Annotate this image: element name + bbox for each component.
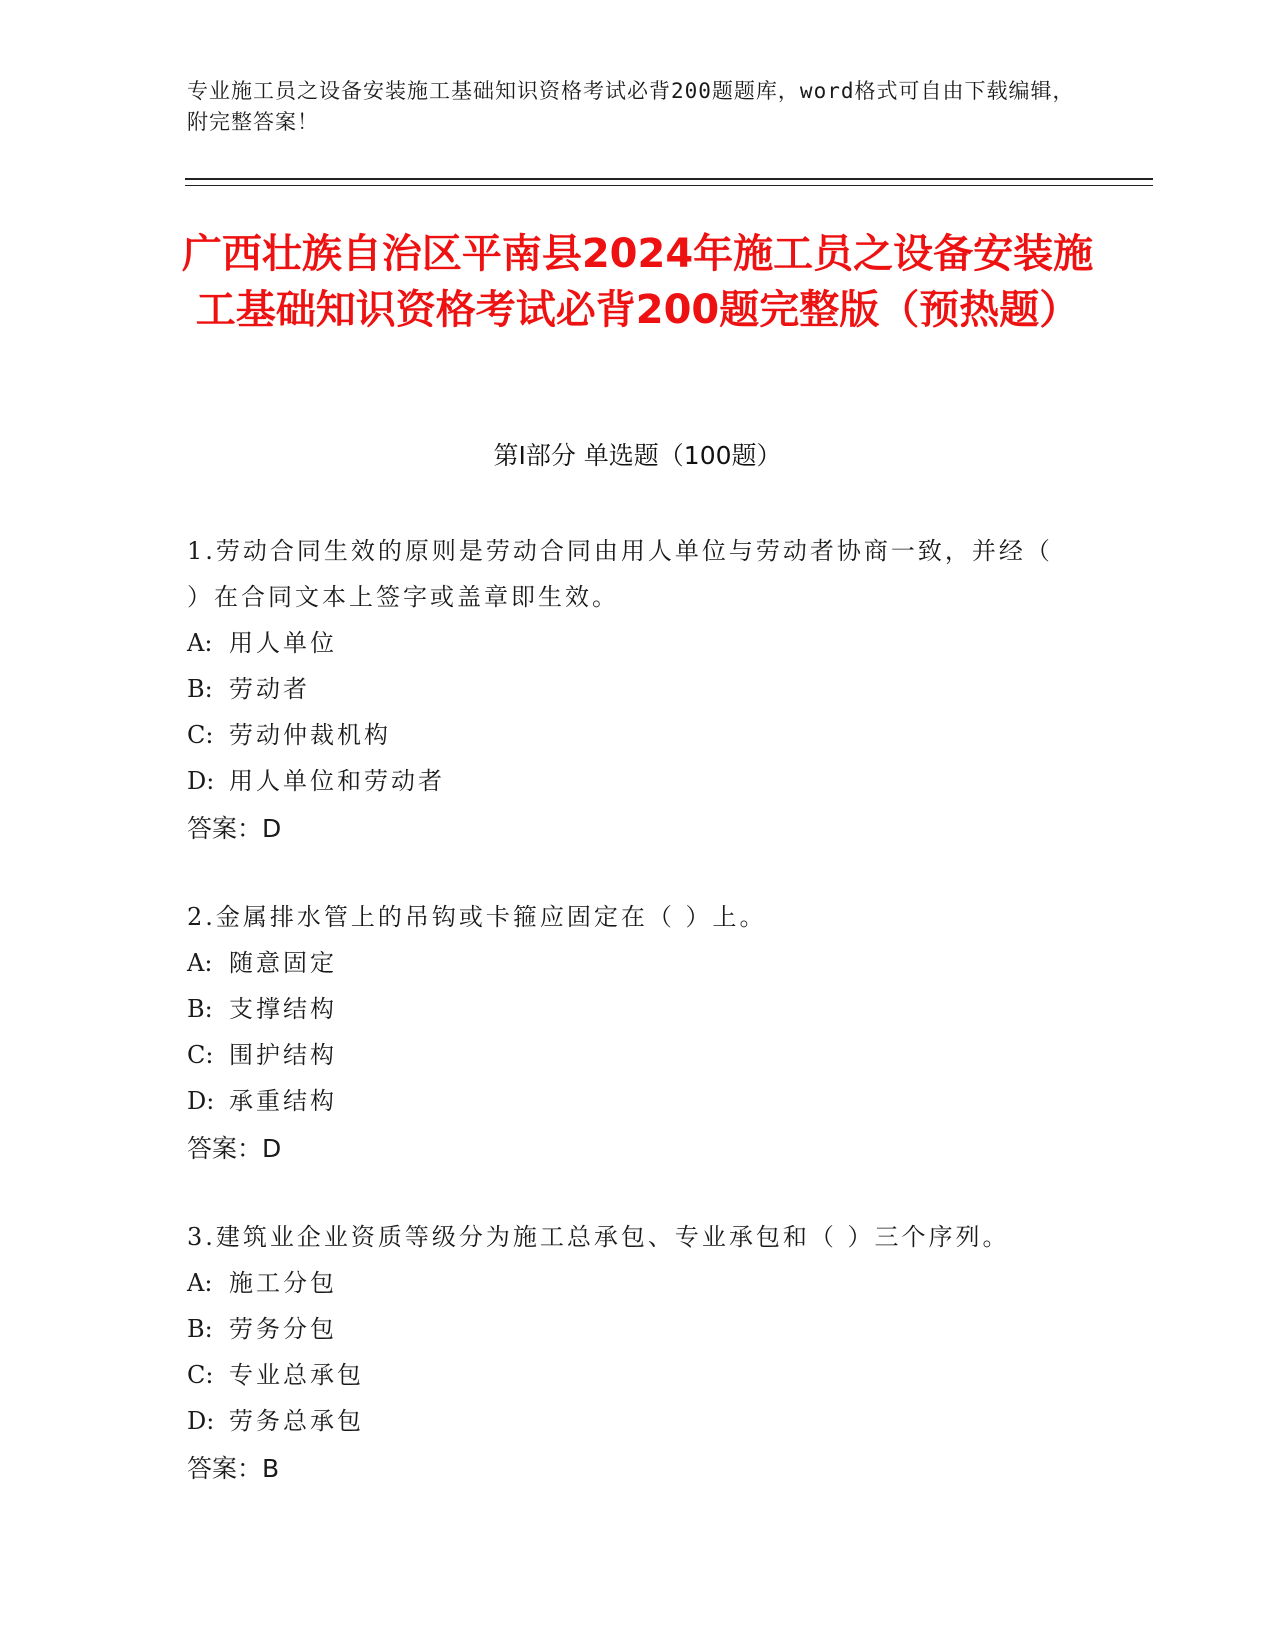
section-title: 第Ⅰ部分 单选题（100题） (493, 441, 782, 470)
option-row (187, 1032, 1067, 1078)
option-letter: A: (187, 629, 213, 657)
option-text: 劳动者 (229, 675, 310, 703)
option-row (187, 1260, 1067, 1306)
option-text: 施工分包 (229, 1269, 337, 1297)
option-text: 劳务总承包 (229, 1407, 364, 1435)
question-list (187, 528, 1067, 1534)
option-text: 围护结构 (229, 1041, 337, 1069)
option-text: 用人单位 (229, 629, 337, 657)
option-letter: D: (187, 1087, 215, 1115)
answer-line (187, 1446, 1067, 1492)
document-title: 广西壮族自治区平南县2024年施工员之设备安装施工基础知识资格考试必背200题完整版（预热题） (181, 231, 1094, 333)
option-letter: D: (187, 1407, 215, 1435)
answer-value: D (262, 1134, 282, 1163)
option-letter: A: (187, 1269, 213, 1297)
option-text: 用人单位和劳动者 (229, 767, 445, 795)
header-divider-thin (185, 185, 1153, 186)
option-row (187, 1078, 1067, 1124)
option-letter: C: (187, 1361, 214, 1389)
question-stem: 3.建筑业企业资质等级分为施工总承包、专业承包和（ ）三个序列。 (187, 1223, 1010, 1251)
option-text: 支撑结构 (229, 995, 337, 1023)
answer-label: 答案： (187, 1134, 263, 1163)
option-row (187, 666, 1067, 712)
option-text: 专业总承包 (229, 1361, 364, 1389)
option-row (187, 620, 1067, 666)
option-row (187, 986, 1067, 1032)
option-text: 劳动仲裁机构 (229, 721, 391, 749)
answer-value: D (262, 814, 282, 843)
header-divider-thick (185, 178, 1153, 180)
option-row (187, 1352, 1067, 1398)
question-block (187, 1214, 1067, 1492)
question-stem: 2.金属排水管上的吊钩或卡箍应固定在（ ）上。 (187, 903, 767, 931)
answer-label: 答案： (187, 1454, 263, 1483)
option-letter: B: (187, 1315, 213, 1343)
header-note: 专业施工员之设备安装施工基础知识资格考试必背200题题库，word格式可自由下载编辑，附完整答案！ (187, 79, 1075, 134)
option-letter: A: (187, 949, 213, 977)
answer-line (187, 1126, 1067, 1172)
option-letter: C: (187, 1041, 214, 1069)
option-text: 劳务分包 (229, 1315, 337, 1343)
option-letter: D: (187, 767, 215, 795)
answer-value: B (262, 1454, 280, 1483)
option-letter: C: (187, 721, 214, 749)
option-row (187, 1306, 1067, 1352)
answer-label: 答案： (187, 814, 263, 843)
question-block (187, 528, 1067, 852)
answer-line (187, 806, 1067, 852)
option-row (187, 1398, 1067, 1444)
option-text: 承重结构 (229, 1087, 337, 1115)
option-row (187, 712, 1067, 758)
option-text: 随意固定 (229, 949, 337, 977)
question-block (187, 894, 1067, 1172)
option-letter: B: (187, 995, 213, 1023)
option-row (187, 940, 1067, 986)
question-stem: 1.劳动合同生效的原则是劳动合同由用人单位与劳动者协商一致，并经（ ）在合同文本上签字或盖章即生效。 (187, 537, 1053, 611)
option-row (187, 758, 1067, 804)
option-letter: B: (187, 675, 213, 703)
